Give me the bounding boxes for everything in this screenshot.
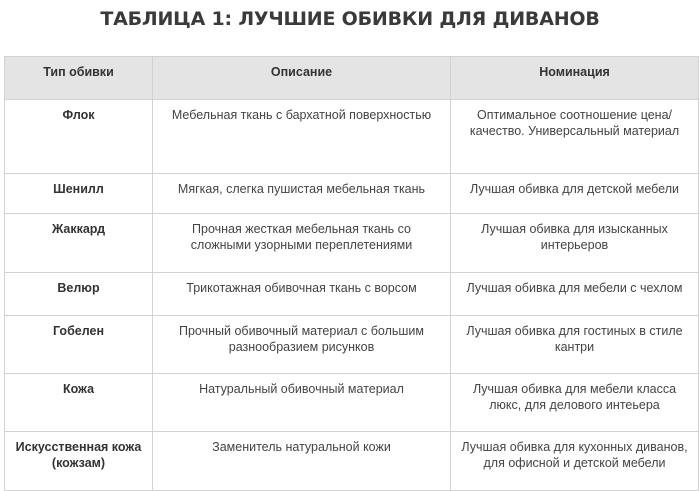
upholstery-table [4,56,699,491]
cell-type: Искусственная кожа (кожзам) [5,432,153,491]
cell-nomination: Лучшая обивка для детской мебели [451,174,699,214]
cell-nomination: Лучшая обивка для изысканных интерьеров [451,214,699,273]
cell-type: Жаккард [5,214,153,273]
table-row [5,100,699,174]
cell-description: Прочная жесткая мебельная ткань со сложными узорными переплетениями [153,214,451,273]
cell-description: Заменитель натуральной кожи [153,432,451,491]
table-header-row [5,57,699,100]
cell-type: Гобелен [5,316,153,374]
cell-type: Велюр [5,273,153,316]
cell-description: Прочный обивочный материал с большим разнообразием рисунков [153,316,451,374]
cell-nomination: Лучшая обивка для мебели с чехлом [451,273,699,316]
cell-nomination: Лучшая обивка для мебели класса люкс, для делового интеьера [451,374,699,432]
header-type: Тип обивки [5,57,153,100]
header-description: Описание [153,57,451,100]
table-row [5,374,699,432]
cell-nomination: Лучшая обивка для кухонных диванов, для офисной и детской мебели [451,432,699,491]
table-row [5,214,699,273]
table-row [5,432,699,491]
table-title: ТАБЛИЦА 1: ЛУЧШИЕ ОБИВКИ ДЛЯ ДИВАНОВ [100,8,600,30]
cell-type: Флок [5,100,153,174]
table-row [5,316,699,374]
cell-description: Мебельная ткань с бархатной поверхностью [153,100,451,174]
cell-nomination: Оптимальное соотношение цена/качество. Универсальный материал [451,100,699,174]
cell-description: Мягкая, слегка пушистая мебельная ткань [153,174,451,214]
header-nomination: Номинация [451,57,699,100]
table-row [5,273,699,316]
cell-type: Кожа [5,374,153,432]
cell-description: Трикотажная обивочная ткань с ворсом [153,273,451,316]
cell-nomination: Лучшая обивка для гостиных в стиле кантри [451,316,699,374]
cell-type: Шенилл [5,174,153,214]
table-row [5,174,699,214]
cell-description: Натуральный обивочный материал [153,374,451,432]
